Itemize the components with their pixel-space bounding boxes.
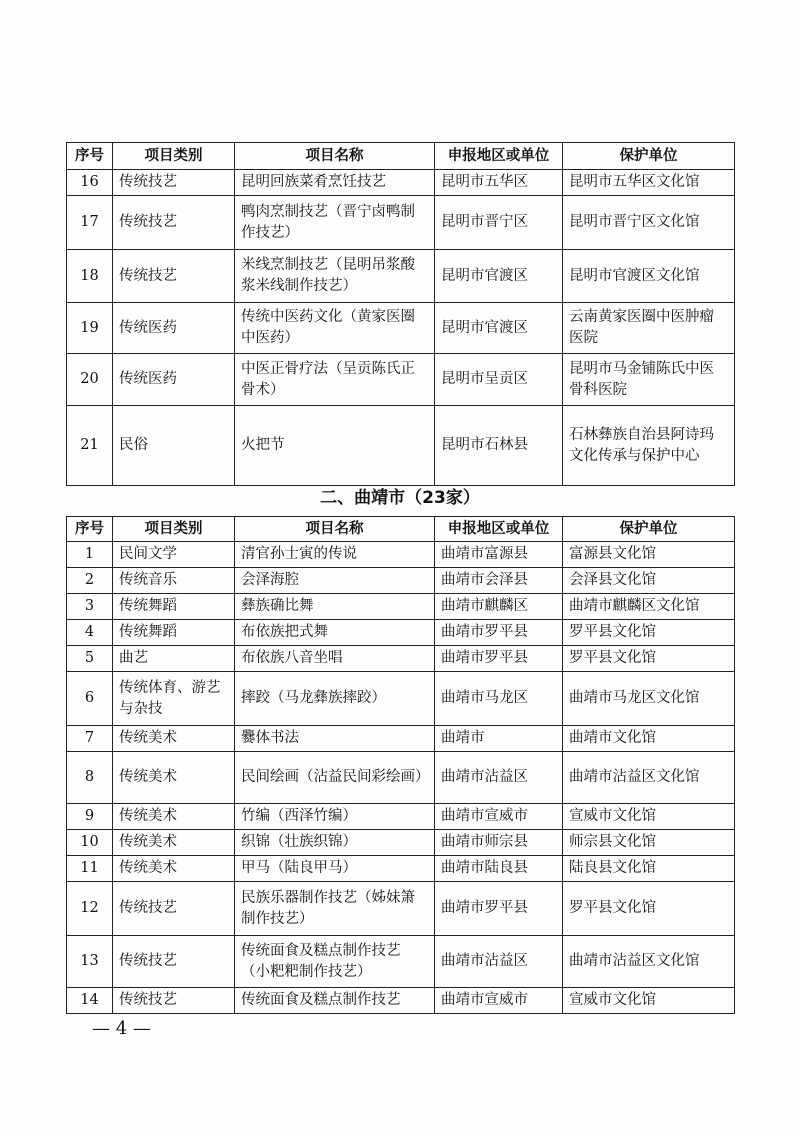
table-row [67, 830, 735, 856]
header-name: 项目名称 [235, 143, 435, 170]
cell-name: 传统面食及糕点制作技艺（小粑粑制作技艺） [235, 936, 435, 988]
cell-name: 织锦（壮族织锦） [235, 830, 435, 856]
table-row [67, 856, 735, 882]
cell-seq: 10 [67, 830, 113, 856]
cell-protector: 昆明市官渡区文化馆 [563, 250, 735, 303]
cell-protector: 宣威市文化馆 [563, 988, 735, 1014]
table-header-row [67, 517, 735, 542]
cell-name: 清官孙士寅的传说 [235, 542, 435, 568]
cell-name: 米线烹制技艺（昆明吊浆酸浆米线制作技艺） [235, 250, 435, 303]
cell-protector: 罗平县文化馆 [563, 646, 735, 672]
cell-protector: 石林彝族自治县阿诗玛文化传承与保护中心 [563, 406, 735, 486]
table-row [67, 196, 735, 250]
qujing-table [66, 516, 735, 1014]
cell-name: 会泽海腔 [235, 568, 435, 594]
cell-seq: 3 [67, 594, 113, 620]
cell-seq: 18 [67, 250, 113, 303]
cell-category: 传统舞蹈 [113, 620, 235, 646]
table-row [67, 250, 735, 303]
cell-region: 曲靖市宣威市 [435, 988, 563, 1014]
cell-seq: 17 [67, 196, 113, 250]
table-row [67, 988, 735, 1014]
cell-category: 传统技艺 [113, 882, 235, 936]
cell-protector: 罗平县文化馆 [563, 882, 735, 936]
cell-seq: 5 [67, 646, 113, 672]
kunming-table [66, 142, 735, 486]
header-region: 申报地区或单位 [435, 143, 563, 170]
cell-name: 鸭肉烹制技艺（晋宁卤鸭制作技艺） [235, 196, 435, 250]
table-header-row [67, 143, 735, 170]
section-title: 二、曲靖市（23家） [320, 488, 480, 508]
header-name: 项目名称 [235, 517, 435, 542]
cell-category: 传统美术 [113, 830, 235, 856]
table-row [67, 752, 735, 804]
cell-seq: 19 [67, 303, 113, 354]
cell-seq: 20 [67, 354, 113, 406]
cell-seq: 14 [67, 988, 113, 1014]
cell-name: 火把节 [235, 406, 435, 486]
cell-protector: 富源县文化馆 [563, 542, 735, 568]
header-seq: 序号 [67, 517, 113, 542]
cell-name: 彝族确比舞 [235, 594, 435, 620]
cell-region: 昆明市五华区 [435, 170, 563, 196]
cell-category: 传统技艺 [113, 988, 235, 1014]
cell-category: 传统音乐 [113, 568, 235, 594]
cell-protector: 宣威市文化馆 [563, 804, 735, 830]
cell-category: 传统技艺 [113, 170, 235, 196]
cell-protector: 云南黄家医圈中医肿瘤医院 [563, 303, 735, 354]
table-row [67, 882, 735, 936]
cell-protector: 曲靖市文化馆 [563, 726, 735, 752]
cell-region: 曲靖市富源县 [435, 542, 563, 568]
cell-region: 昆明市官渡区 [435, 250, 563, 303]
cell-protector: 曲靖市沾益区文化馆 [563, 936, 735, 988]
table-row [67, 726, 735, 752]
cell-protector: 昆明市五华区文化馆 [563, 170, 735, 196]
cell-name: 竹编（西泽竹编） [235, 804, 435, 830]
table-row [67, 804, 735, 830]
cell-protector: 曲靖市马龙区文化馆 [563, 672, 735, 726]
cell-name: 民族乐器制作技艺（姊妹箫制作技艺） [235, 882, 435, 936]
cell-category: 民俗 [113, 406, 235, 486]
cell-name: 甲马（陆良甲马） [235, 856, 435, 882]
cell-protector: 师宗县文化馆 [563, 830, 735, 856]
cell-region: 曲靖市麒麟区 [435, 594, 563, 620]
cell-category: 传统体育、游艺与杂技 [113, 672, 235, 726]
cell-region: 曲靖市马龙区 [435, 672, 563, 726]
cell-protector: 曲靖市沾益区文化馆 [563, 752, 735, 804]
cell-protector: 陆良县文化馆 [563, 856, 735, 882]
cell-name: 中医正骨疗法（呈贡陈氏正骨术） [235, 354, 435, 406]
cell-category: 传统技艺 [113, 196, 235, 250]
cell-category: 传统美术 [113, 726, 235, 752]
cell-region: 曲靖市宣威市 [435, 804, 563, 830]
table-row [67, 646, 735, 672]
cell-seq: 1 [67, 542, 113, 568]
cell-name: 民间绘画（沾益民间彩绘画） [235, 752, 435, 804]
cell-category: 曲艺 [113, 646, 235, 672]
cell-seq: 11 [67, 856, 113, 882]
cell-category: 传统医药 [113, 354, 235, 406]
cell-seq: 7 [67, 726, 113, 752]
cell-seq: 9 [67, 804, 113, 830]
cell-region: 曲靖市沾益区 [435, 936, 563, 988]
cell-region: 昆明市呈贡区 [435, 354, 563, 406]
cell-region: 曲靖市罗平县 [435, 882, 563, 936]
header-category: 项目类别 [113, 517, 235, 542]
cell-category: 传统技艺 [113, 936, 235, 988]
cell-region: 曲靖市陆良县 [435, 856, 563, 882]
table-row [67, 354, 735, 406]
table-row [67, 568, 735, 594]
header-protector: 保护单位 [563, 143, 735, 170]
cell-region: 曲靖市 [435, 726, 563, 752]
cell-seq: 12 [67, 882, 113, 936]
table-row [67, 406, 735, 486]
cell-name: 爨体书法 [235, 726, 435, 752]
cell-category: 传统医药 [113, 303, 235, 354]
cell-category: 传统美术 [113, 752, 235, 804]
cell-protector: 会泽县文化馆 [563, 568, 735, 594]
cell-region: 曲靖市沾益区 [435, 752, 563, 804]
cell-name: 昆明回族菜肴烹饪技艺 [235, 170, 435, 196]
table-row [67, 542, 735, 568]
cell-category: 民间文学 [113, 542, 235, 568]
cell-protector: 昆明市晋宁区文化馆 [563, 196, 735, 250]
cell-seq: 6 [67, 672, 113, 726]
cell-seq: 8 [67, 752, 113, 804]
cell-seq: 4 [67, 620, 113, 646]
cell-name: 布依族八音坐唱 [235, 646, 435, 672]
cell-region: 昆明市石林县 [435, 406, 563, 486]
cell-region: 昆明市官渡区 [435, 303, 563, 354]
header-protector: 保护单位 [563, 517, 735, 542]
cell-protector: 昆明市马金铺陈氏中医骨科医院 [563, 354, 735, 406]
table-row [67, 170, 735, 196]
cell-name: 布依族把式舞 [235, 620, 435, 646]
cell-seq: 13 [67, 936, 113, 988]
cell-category: 传统美术 [113, 804, 235, 830]
cell-protector: 罗平县文化馆 [563, 620, 735, 646]
cell-region: 曲靖市师宗县 [435, 830, 563, 856]
header-category: 项目类别 [113, 143, 235, 170]
table-row [67, 620, 735, 646]
cell-region: 昆明市晋宁区 [435, 196, 563, 250]
table-row [67, 594, 735, 620]
cell-seq: 2 [67, 568, 113, 594]
cell-category: 传统技艺 [113, 250, 235, 303]
table-row [67, 936, 735, 988]
cell-name: 传统中医药文化（黄家医圈中医药） [235, 303, 435, 354]
cell-region: 曲靖市罗平县 [435, 620, 563, 646]
page-number: — 4 — [92, 1018, 151, 1039]
cell-protector: 曲靖市麒麟区文化馆 [563, 594, 735, 620]
cell-name: 摔跤（马龙彝族摔跤） [235, 672, 435, 726]
cell-category: 传统美术 [113, 856, 235, 882]
cell-name: 传统面食及糕点制作技艺 [235, 988, 435, 1014]
header-region: 申报地区或单位 [435, 517, 563, 542]
cell-seq: 16 [67, 170, 113, 196]
header-seq: 序号 [67, 143, 113, 170]
cell-region: 曲靖市罗平县 [435, 646, 563, 672]
table-row [67, 672, 735, 726]
cell-region: 曲靖市会泽县 [435, 568, 563, 594]
cell-category: 传统舞蹈 [113, 594, 235, 620]
table-row [67, 303, 735, 354]
cell-seq: 21 [67, 406, 113, 486]
